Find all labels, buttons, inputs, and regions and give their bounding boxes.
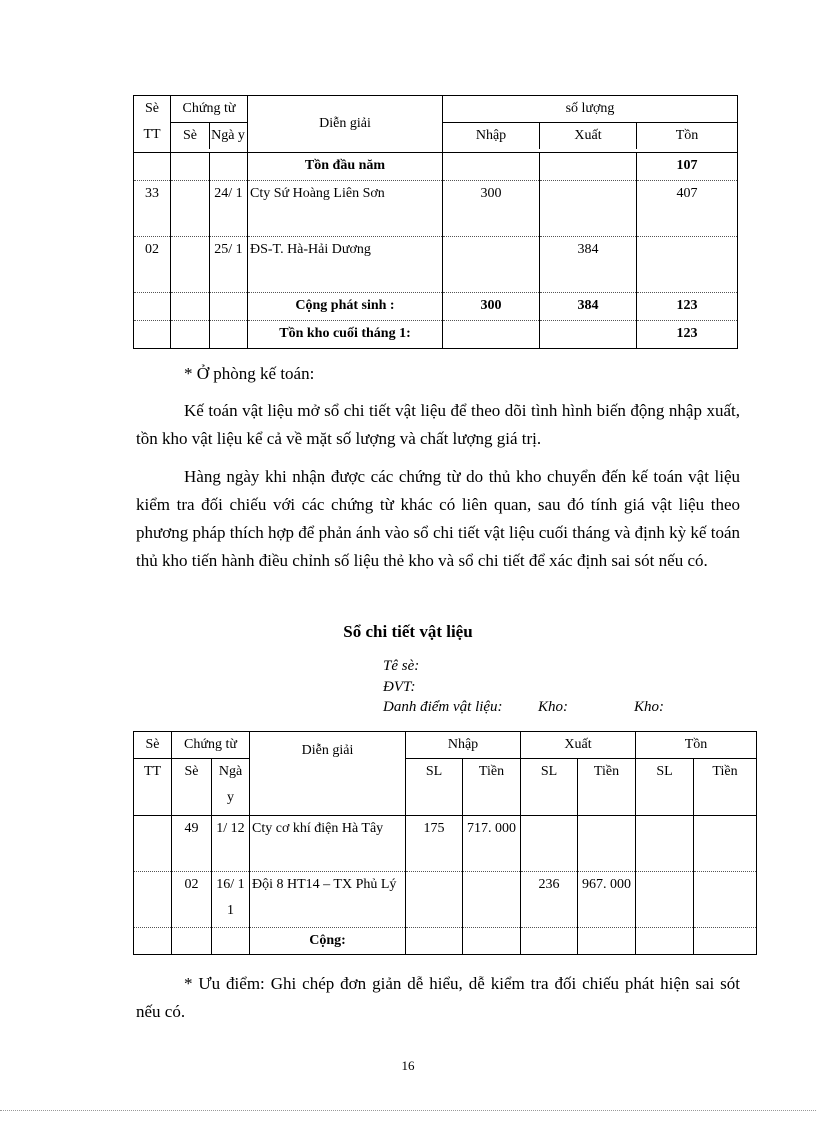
- table-row: Cộng phát sinh : 300 384 123: [134, 293, 738, 321]
- table-row: 02 25/ 1 ĐS-T. Hà-Hải Dương 384: [134, 237, 738, 293]
- header-so-luong: số lượng Nhập Xuất Tồn: [443, 96, 738, 153]
- header-ton-sl: SL: [636, 759, 694, 816]
- table-row: 49 1/ 12 Cty cơ khí điện Hà Tây 175 717. 000: [134, 816, 757, 872]
- ledger-sheet-number: Tê sè:: [383, 658, 420, 674]
- header-ct-se: Sè: [172, 759, 212, 816]
- table-total-row: Cộng:: [134, 928, 757, 955]
- header-stt-top: Sè: [134, 732, 172, 759]
- header-ct-ngay: Ngà y: [212, 759, 250, 816]
- page-number: 16: [401, 1058, 415, 1073]
- header-dien-giai: Diễn giải: [250, 732, 406, 816]
- ledger-unit: ĐVT:: [383, 679, 416, 695]
- page-bottom-divider: [0, 1110, 816, 1111]
- stock-card-table: [133, 95, 738, 349]
- paragraph-daily-procedure: Hàng ngày khi nhận được các chứng từ do thủ kho chuyển đến kế toán vật liệu kiểm tra đối chiếu với các chứng từ khác có liên quan, sau đó tính giá vật liệu theo phương pháp thích hợp để phản ánh vào sổ chi tiết vật liệu cuối tháng và định kỳ kế toán thủ kho tiến hành điều chỉnh số liệu thẻ kho và sổ chi tiết để xác định sai sót nếu có.: [136, 467, 740, 570]
- header-dien-giai: Diễn giải: [248, 96, 443, 153]
- header-xuat-sl: SL: [521, 759, 578, 816]
- table-row: 33 24/ 1 Cty Sứ Hoàng Liên Sơn 300 407: [134, 181, 738, 237]
- ledger-title: Sổ chi tiết vật liệu: [343, 622, 473, 641]
- header-ton-tien: Tiền: [694, 759, 757, 816]
- header-nhap-sl: SL: [406, 759, 463, 816]
- table-row: 02 16/ 11 Đội 8 HT14 – TX Phủ Lý 236 967. 000: [134, 872, 757, 928]
- header-chung-tu: Chứng từ Sè Ngà y: [171, 96, 248, 153]
- paragraph-accounting-office: * Ở phòng kế toán:: [184, 364, 315, 383]
- header-nhap: Nhập: [406, 732, 521, 759]
- materials-ledger-table: [133, 731, 757, 955]
- paragraph-advantages: * Ưu điểm: Ghi chép đơn giản dễ hiểu, dễ kiểm tra đối chiếu phát hiện sai sót nếu có.: [136, 974, 740, 1021]
- table-row: Tồn kho cuối tháng 1: 123: [134, 321, 738, 349]
- header-chung-tu: Chứng từ: [172, 732, 250, 759]
- header-ton: Tồn: [636, 732, 757, 759]
- ledger-item-code: Danh điểm vật liệu:: [383, 699, 503, 715]
- table-row: Tồn đầu năm 107: [134, 153, 738, 181]
- ledger-warehouse-2: Kho:: [634, 699, 664, 715]
- header-stt-bottom: TT: [134, 759, 172, 816]
- header-xuat: Xuất: [521, 732, 636, 759]
- header-stt: Sè TT: [134, 96, 171, 153]
- header-nhap-tien: Tiền: [463, 759, 521, 816]
- header-xuat-tien: Tiền: [578, 759, 636, 816]
- paragraph-materials-ledger: Kế toán vật liệu mở sổ chi tiết vật liệu để theo dõi tình hình biến động nhập xuất, tồn kho vật liệu kể cả về mặt số lượng và chất lượng giá trị.: [136, 401, 740, 448]
- ledger-warehouse-1: Kho:: [538, 699, 568, 715]
